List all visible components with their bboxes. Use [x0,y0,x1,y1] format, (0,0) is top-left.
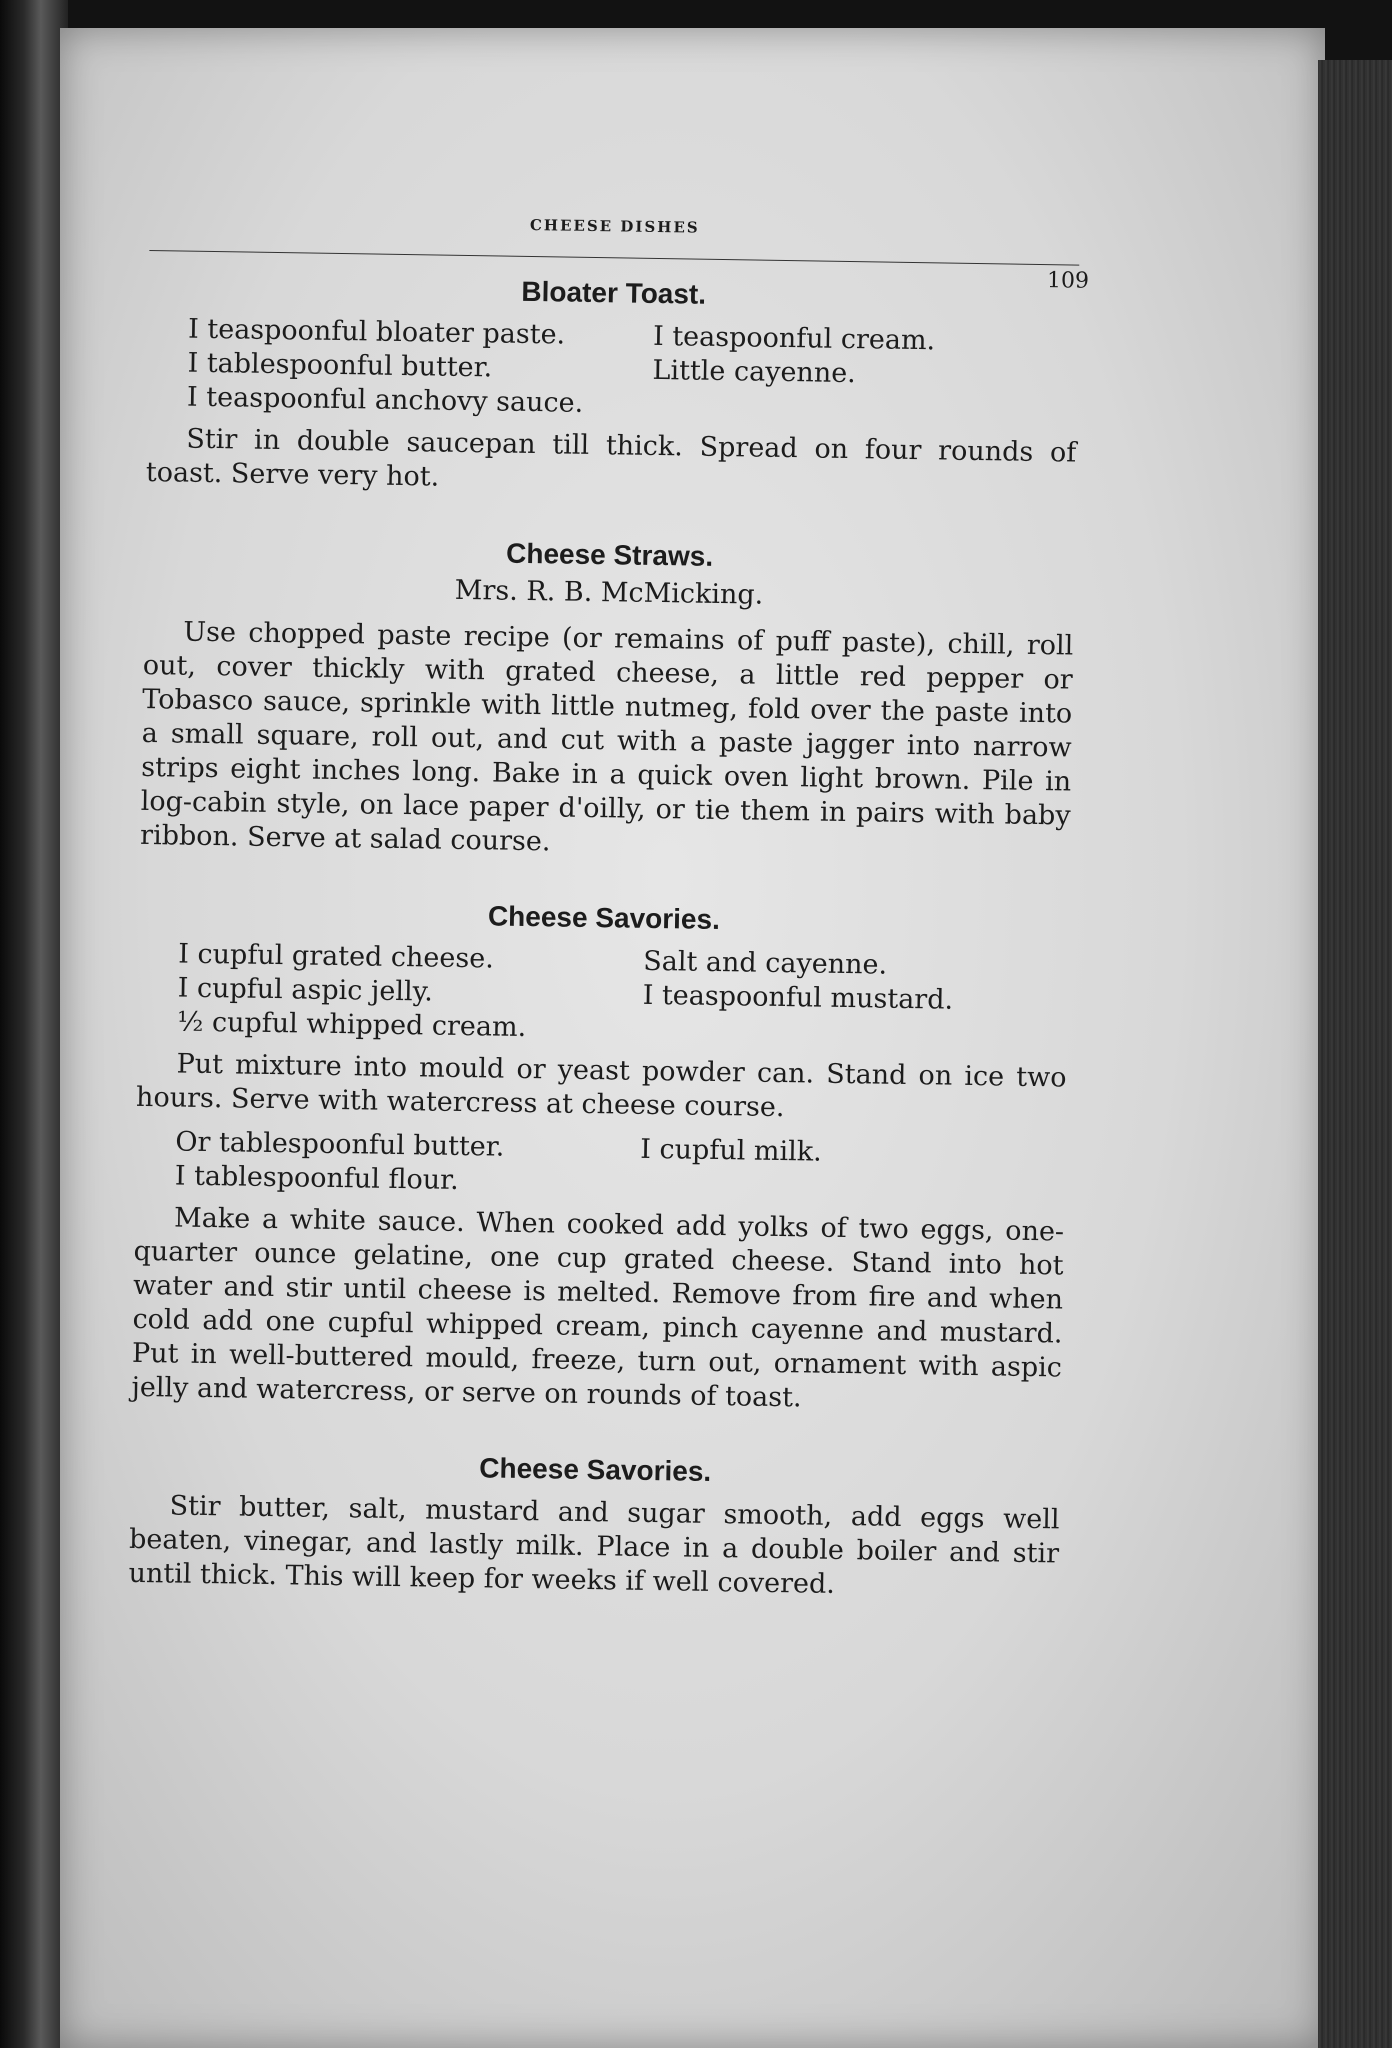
ingredient-column-left [177,938,624,1047]
recipe-heading: Bloater Toast. [521,275,707,310]
recipe-heading: Cheese Straws. [505,537,714,572]
ingredient: I teaspoonful cream. [652,320,936,357]
recipe-heading: Cheese Savories. [479,1452,712,1487]
header-rule [149,250,1079,266]
ingredient: I tablespoonful flour. [174,1160,459,1196]
book-gutter [0,0,68,2048]
running-head-title: CHEESE DISHES [529,215,700,237]
ingredient: I teaspoonful bloater paste. [187,313,566,351]
recipe-instructions: Stir in double saucepan till thick. Spread on four rounds of toast. Serve very hot. [145,423,1077,493]
recipe-instructions: Use chopped paste recipe (or remains of puff paste), chill, roll out, cover thickly with grated cheese, a little red pepper or Tobasco sauce, sprinkle with little nutmeg, fold over the paste into a small square, roll out, and cut with a paste jagger into narrow strips eight inches long. Bake in a quick oven light brown. Pile in log-cabin style, on lace paper d'oilly, or tie them in pairs with baby ribbon. Serve at salad course. [139,616,1074,858]
ingredient: I teaspoonful anchovy sauce. [186,381,584,419]
ingredient: I cupful grated cheese. [178,938,495,975]
ingredient-column-right [632,320,1079,429]
ingredient-column-left [187,313,634,422]
ingredient-column-right [622,945,1069,1054]
ingredient-column-left [175,1126,621,1201]
ingredient-list [187,313,1078,429]
page-content [128,210,1090,1605]
ingredient-column-right [619,1133,1065,1208]
ingredient: Or tablespoonful butter. [175,1126,505,1163]
recipe-instructions: Stir butter, salt, mustard and sugar smooth, add eggs well beaten, vinegar, and lastly milk. Place in a double boiler and stir until thick. This will keep for weeks if well covered. [128,1490,1060,1600]
ingredient: I cupful aspic jelly. [177,972,434,1008]
recipe-heading: Cheese Savories. [487,900,721,936]
recipe-instructions: Put mixture into mould or yeast powder can. Stand on ice two hours. Serve with watercress at cheese course. [135,1048,1067,1124]
recipe-author: Mrs. R. B. McMicking. [454,574,764,611]
recipe-instructions: Make a white sauce. When cooked add yolks of two eggs, one-quarter ounce gelatine, one cup grated cheese. Stand into hot water and stir until cheese is melted. Remove from fire and when cold add one cupful whipped cream, pinch cayenne and mustard. Put in well-buttered mould, freeze, turn out, ornament with aspic jelly and watercress, or serve on rounds of toast. [131,1202,1065,1414]
ingredient-list-alt [175,1126,1066,1208]
ingredient: I tablespoonful butter. [187,347,493,384]
ingredient: I cupful milk. [640,1133,822,1168]
page-edges [1318,60,1392,2048]
ingredient: Salt and cayenne. [643,945,888,981]
ingredient-list [177,938,1068,1054]
page-number: 109 [1046,268,1090,294]
ingredient: I teaspoonful mustard. [642,979,954,1016]
ingredient: ½ cupful whipped cream. [177,1006,527,1044]
ingredient: Little cayenne. [652,354,857,390]
